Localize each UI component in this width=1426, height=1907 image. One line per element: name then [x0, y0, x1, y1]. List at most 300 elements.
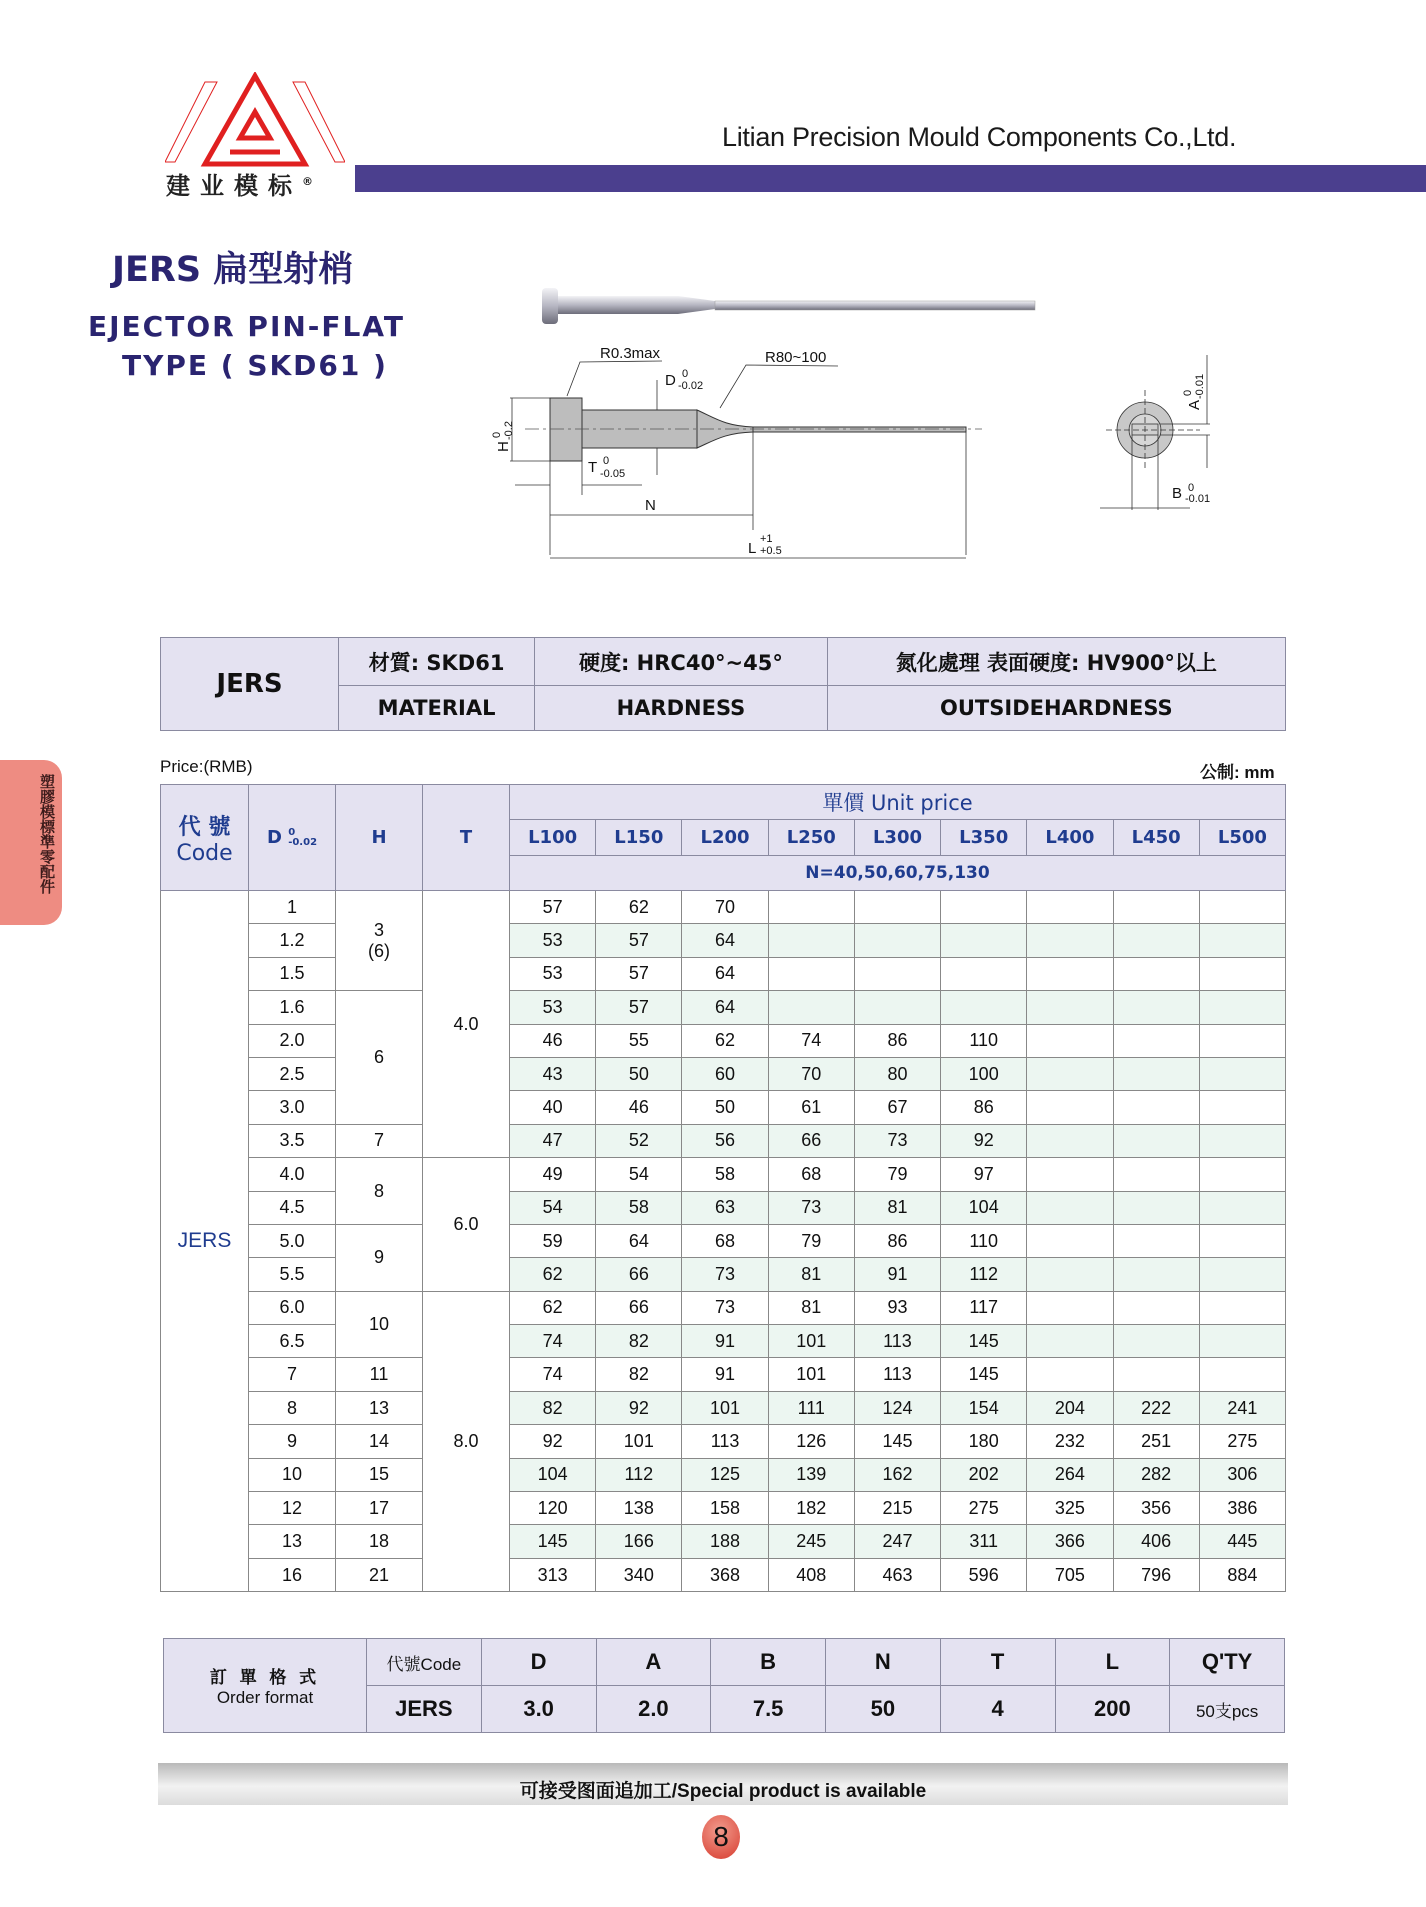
label-t-tol-lower: -0.05: [600, 468, 626, 480]
spec-outside-hardness-cn: 氮化處理 表面硬度: HV900°以上: [827, 638, 1285, 686]
cell-price-l250: 79: [768, 1224, 854, 1257]
cell-price-l350: 112: [941, 1258, 1027, 1291]
cell-price-l450: [1113, 1358, 1199, 1391]
cell-price-l150: 54: [596, 1158, 682, 1191]
cell-price-l450: 796: [1113, 1558, 1199, 1591]
cell-price-l500: 241: [1199, 1391, 1285, 1424]
cell-price-l350: 311: [941, 1525, 1027, 1558]
cell-price-l250: 101: [768, 1358, 854, 1391]
cell-d: 16: [249, 1558, 336, 1591]
cell-price-l350: 104: [941, 1191, 1027, 1224]
cell-price-l150: 62: [596, 891, 682, 924]
spec-material-en: MATERIAL: [339, 686, 535, 731]
cell-price-l300: [854, 891, 940, 924]
label-t-tol-upper: 0: [603, 455, 610, 467]
cell-price-l350: 117: [941, 1291, 1027, 1324]
cell-price-l100: 57: [510, 891, 596, 924]
label-b-tol-lower: -0.01: [1185, 493, 1211, 505]
table-row: [161, 1291, 1286, 1324]
table-row: [161, 1158, 1286, 1191]
cell-price-l250: 81: [768, 1291, 854, 1324]
cell-price-l150: 112: [596, 1458, 682, 1491]
spec-outside-hardness-en: OUTSIDEHARDNESS: [827, 686, 1285, 731]
cell-price-l200: 58: [682, 1158, 768, 1191]
pin-photo-body: [558, 296, 678, 314]
table-row: [161, 1224, 1286, 1257]
cell-price-l300: 86: [854, 1224, 940, 1257]
cell-price-l150: 101: [596, 1425, 682, 1458]
order-header-l: L: [1055, 1639, 1170, 1686]
cell-price-l200: 125: [682, 1458, 768, 1491]
cell-price-l300: 80: [854, 1057, 940, 1090]
label-b: B: [1172, 485, 1183, 502]
cell-price-l350: 180: [941, 1425, 1027, 1458]
row-code: JERS: [161, 891, 249, 1592]
cell-price-l400: [1027, 891, 1113, 924]
cell-price-l150: 82: [596, 1325, 682, 1358]
cell-price-l250: 74: [768, 1024, 854, 1057]
cell-price-l500: [1199, 1325, 1285, 1358]
table-row: [161, 1358, 1286, 1391]
cell-d: 10: [249, 1458, 336, 1491]
cell-price-l500: [1199, 924, 1285, 957]
cell-price-l300: 113: [854, 1358, 940, 1391]
cell-price-l400: [1027, 957, 1113, 990]
cell-price-l450: [1113, 1258, 1199, 1291]
cell-price-l450: 282: [1113, 1458, 1199, 1491]
cell-h-value: 7: [373, 1130, 384, 1151]
cell-price-l100: 46: [510, 1024, 596, 1057]
order-value-a: 2.0: [596, 1686, 711, 1733]
header-unit-price: 單價 Unit price: [510, 785, 1286, 820]
cell-d: 1.5: [249, 957, 336, 990]
cell-price-l400: [1027, 924, 1113, 957]
cell-price-l500: 275: [1199, 1425, 1285, 1458]
cell-price-l350: [941, 991, 1027, 1024]
cell-price-l450: 222: [1113, 1391, 1199, 1424]
cell-d: 3.5: [249, 1124, 336, 1157]
cell-h-value: 15: [368, 1464, 390, 1485]
cell-price-l150: 166: [596, 1525, 682, 1558]
cell-price-l150: 55: [596, 1024, 682, 1057]
header-length-l150: L150: [596, 820, 682, 856]
cell-h: [336, 1391, 423, 1424]
label-n: N: [645, 497, 656, 514]
cell-price-l300: [854, 924, 940, 957]
cell-price-l400: [1027, 991, 1113, 1024]
cell-price-l500: 884: [1199, 1558, 1285, 1591]
cell-price-l400: 204: [1027, 1391, 1113, 1424]
registered-mark: ®: [302, 175, 313, 188]
cell-price-l350: 92: [941, 1124, 1027, 1157]
product-title-en-line1: EJECTOR PIN-FLAT: [88, 310, 405, 343]
spec-material-cn: 材質: SKD61: [339, 638, 535, 686]
cell-price-l500: [1199, 1124, 1285, 1157]
cell-price-l400: 325: [1027, 1492, 1113, 1525]
cell-price-l500: [1199, 1091, 1285, 1124]
cell-price-l400: [1027, 1057, 1113, 1090]
cell-price-l400: [1027, 1191, 1113, 1224]
cell-price-l250: 70: [768, 1057, 854, 1090]
cell-price-l200: 188: [682, 1525, 768, 1558]
cell-d: 5.5: [249, 1258, 336, 1291]
cell-price-l250: 126: [768, 1425, 854, 1458]
table-row: [161, 1024, 1286, 1057]
cell-price-l450: [1113, 1024, 1199, 1057]
cell-price-l200: 158: [682, 1492, 768, 1525]
cell-price-l300: 81: [854, 1191, 940, 1224]
cell-price-l450: [1113, 1291, 1199, 1324]
cell-price-l350: 202: [941, 1458, 1027, 1491]
cell-price-l250: 139: [768, 1458, 854, 1491]
cell-h-value: 14: [368, 1430, 390, 1451]
cell-price-l150: 66: [596, 1258, 682, 1291]
header-length-l250: L250: [768, 820, 854, 856]
cell-price-l500: [1199, 1191, 1285, 1224]
cell-h-value: 11: [369, 1364, 389, 1385]
cell-price-l400: [1027, 1158, 1113, 1191]
cell-d: 4.5: [249, 1191, 336, 1224]
cell-price-l100: 92: [510, 1425, 596, 1458]
cell-price-l350: [941, 924, 1027, 957]
cell-price-l200: 113: [682, 1425, 768, 1458]
cell-price-l100: 59: [510, 1224, 596, 1257]
cell-price-l250: [768, 957, 854, 990]
cell-d: 2.5: [249, 1057, 336, 1090]
drawing-head: [550, 398, 582, 461]
cell-price-l300: 215: [854, 1492, 940, 1525]
cell-price-l300: 93: [854, 1291, 940, 1324]
cell-d: 12: [249, 1492, 336, 1525]
cell-d: 2.0: [249, 1024, 336, 1057]
cell-price-l250: 81: [768, 1258, 854, 1291]
cell-price-l400: [1027, 1124, 1113, 1157]
cell-price-l500: [1199, 891, 1285, 924]
cell-price-l200: 91: [682, 1325, 768, 1358]
cell-price-l250: 182: [768, 1492, 854, 1525]
cell-h: [336, 1558, 423, 1591]
cell-price-l200: 64: [682, 924, 768, 957]
cell-h: [336, 1525, 423, 1558]
header-h: H: [336, 785, 423, 891]
cell-price-l400: 366: [1027, 1525, 1113, 1558]
order-header-d: D: [481, 1639, 596, 1686]
header-length-l450: L450: [1113, 820, 1199, 856]
pin-photo-tip: [715, 301, 1035, 310]
table-row: [161, 1558, 1286, 1591]
cell-price-l350: 97: [941, 1158, 1027, 1191]
cell-price-l450: 251: [1113, 1425, 1199, 1458]
cell-h: [336, 1291, 423, 1358]
label-h-tol-lower: -0.2: [503, 421, 515, 440]
cell-d: 3.0: [249, 1091, 336, 1124]
order-header-qty: Q'TY: [1170, 1639, 1285, 1686]
label-a-tol-upper: 0: [1182, 389, 1194, 396]
cell-price-l500: [1199, 1291, 1285, 1324]
pin-photo: [540, 285, 1040, 327]
cell-price-l150: 52: [596, 1124, 682, 1157]
cell-h: [336, 991, 423, 1125]
table-row: [161, 891, 1286, 924]
cell-price-l500: 445: [1199, 1525, 1285, 1558]
cell-price-l100: 47: [510, 1124, 596, 1157]
cell-price-l150: 92: [596, 1391, 682, 1424]
cell-price-l400: [1027, 1325, 1113, 1358]
cell-price-l300: 124: [854, 1391, 940, 1424]
cell-price-l100: 43: [510, 1057, 596, 1090]
header-length-l400: L400: [1027, 820, 1113, 856]
cell-price-l100: 74: [510, 1358, 596, 1391]
cell-price-l200: 70: [682, 891, 768, 924]
cell-d: 6.0: [249, 1291, 336, 1324]
cell-price-l250: [768, 991, 854, 1024]
cell-price-l100: 40: [510, 1091, 596, 1124]
cell-price-l300: 247: [854, 1525, 940, 1558]
order-header-n: N: [826, 1639, 941, 1686]
cell-h-value: 8: [373, 1180, 384, 1201]
table-row: [161, 957, 1286, 990]
order-format-label-cn: 訂 單 格 式: [209, 1668, 321, 1687]
order-format-label-en: Order format: [216, 1688, 314, 1707]
cell-price-l250: 245: [768, 1525, 854, 1558]
cell-d: 8: [249, 1391, 336, 1424]
price-table: [160, 784, 1286, 1592]
cell-price-l100: 62: [510, 1291, 596, 1324]
cell-price-l200: 62: [682, 1024, 768, 1057]
cell-price-l200: 60: [682, 1057, 768, 1090]
cell-price-l450: 356: [1113, 1492, 1199, 1525]
header-length-l100: L100: [510, 820, 596, 856]
cell-price-l350: 110: [941, 1024, 1027, 1057]
cell-price-l400: [1027, 1024, 1113, 1057]
cell-price-l450: [1113, 1191, 1199, 1224]
cell-price-l500: [1199, 991, 1285, 1024]
cell-price-l500: 306: [1199, 1458, 1285, 1491]
cell-price-l400: [1027, 1358, 1113, 1391]
cell-price-l350: 275: [941, 1492, 1027, 1525]
cell-price-l400: [1027, 1291, 1113, 1324]
header-code-cn: 代 號: [178, 814, 231, 840]
header-length-l300: L300: [854, 820, 940, 856]
order-value-l: 200: [1055, 1686, 1170, 1733]
cell-price-l250: 68: [768, 1158, 854, 1191]
cell-price-l300: 162: [854, 1458, 940, 1491]
cell-h: [336, 1224, 423, 1291]
cell-h: [336, 1425, 423, 1458]
cell-price-l100: 62: [510, 1258, 596, 1291]
table-row: [161, 1425, 1286, 1458]
cell-price-l350: [941, 891, 1027, 924]
cell-price-l100: 74: [510, 1325, 596, 1358]
cell-h-value: 10: [368, 1314, 390, 1335]
order-value-t: 4: [940, 1686, 1055, 1733]
cell-price-l100: 53: [510, 924, 596, 957]
cell-price-l400: 705: [1027, 1558, 1113, 1591]
cell-d: 6.5: [249, 1325, 336, 1358]
label-l-tol-upper: +1: [760, 533, 773, 545]
header-t: T: [423, 785, 510, 891]
product-title-cn: JERS 扁型射梢: [112, 250, 354, 290]
cell-price-l150: 57: [596, 924, 682, 957]
header-d: [249, 785, 336, 891]
cell-h: [336, 1158, 423, 1225]
header-n-note: N=40,50,60,75,130: [510, 856, 1286, 891]
cell-price-l500: [1199, 1158, 1285, 1191]
cell-price-l200: 73: [682, 1258, 768, 1291]
cell-price-l150: 57: [596, 991, 682, 1024]
logo-a-icon: [205, 76, 305, 164]
cell-price-l300: 463: [854, 1558, 940, 1591]
label-d: D: [665, 372, 676, 389]
cell-price-l300: 86: [854, 1024, 940, 1057]
cell-price-l250: 408: [768, 1558, 854, 1591]
label-t: T: [588, 459, 598, 476]
price-currency-label: Price:(RMB): [160, 757, 253, 776]
cell-h-value: 13: [368, 1397, 390, 1418]
order-value-qty: 50支pcs: [1170, 1686, 1285, 1733]
spec-hardness-en: HARDNESS: [535, 686, 828, 731]
cell-t: 8.0: [423, 1291, 510, 1592]
cell-price-l100: 49: [510, 1158, 596, 1191]
cell-price-l500: [1199, 957, 1285, 990]
cell-price-l150: 66: [596, 1291, 682, 1324]
cell-price-l350: 110: [941, 1224, 1027, 1257]
drawing-tip: [753, 427, 966, 432]
cell-price-l200: 368: [682, 1558, 768, 1591]
cell-price-l400: 264: [1027, 1458, 1113, 1491]
cell-d: 13: [249, 1525, 336, 1558]
cell-h-alt-value: (6): [368, 940, 390, 961]
cell-price-l100: 54: [510, 1191, 596, 1224]
label-r-head: R0.3max: [600, 345, 661, 362]
cell-price-l350: 154: [941, 1391, 1027, 1424]
cell-price-l350: 145: [941, 1325, 1027, 1358]
cell-h-value: 21: [368, 1564, 390, 1585]
cell-h: [336, 891, 423, 991]
cell-price-l200: 64: [682, 991, 768, 1024]
cell-price-l100: 145: [510, 1525, 596, 1558]
cell-price-l350: 596: [941, 1558, 1027, 1591]
cell-price-l450: [1113, 1325, 1199, 1358]
cell-price-l300: 113: [854, 1325, 940, 1358]
cell-price-l100: 104: [510, 1458, 596, 1491]
cell-d: 9: [249, 1425, 336, 1458]
cell-price-l500: [1199, 1224, 1285, 1257]
brand-name-text: 建业模标: [166, 172, 302, 200]
technical-drawing: [470, 340, 1260, 580]
table-row: [161, 1091, 1286, 1124]
cell-price-l450: 406: [1113, 1525, 1199, 1558]
header-d-label: D: [266, 827, 282, 848]
cell-price-l450: [1113, 1124, 1199, 1157]
label-h-tol-upper: 0: [491, 431, 503, 438]
cell-price-l300: 67: [854, 1091, 940, 1124]
label-d-tol-upper: 0: [682, 368, 689, 380]
cell-h-value: 18: [368, 1531, 390, 1552]
table-row: [161, 1525, 1286, 1558]
order-value-d: 3.0: [481, 1686, 596, 1733]
table-row: [161, 1057, 1286, 1090]
header-d-tol: [288, 828, 317, 848]
page-number-badge: 8: [702, 1815, 740, 1859]
cell-price-l500: [1199, 1057, 1285, 1090]
cell-d: 5.0: [249, 1224, 336, 1257]
cell-t: 6.0: [423, 1158, 510, 1292]
order-format-table: [163, 1638, 1285, 1733]
cell-h: [336, 1124, 423, 1157]
pin-photo-head: [542, 288, 558, 324]
spec-hardness-cn: 硬度: HRC40°~45°: [535, 638, 828, 686]
spec-code: JERS: [161, 638, 339, 731]
label-a-tol-lower: -0.01: [1194, 373, 1206, 399]
cell-price-l300: 145: [854, 1425, 940, 1458]
cell-price-l450: [1113, 991, 1199, 1024]
cell-price-l350: 100: [941, 1057, 1027, 1090]
cell-price-l150: 82: [596, 1358, 682, 1391]
cell-price-l150: 46: [596, 1091, 682, 1124]
cell-price-l150: 58: [596, 1191, 682, 1224]
cell-price-l450: [1113, 1057, 1199, 1090]
cell-price-l100: 53: [510, 957, 596, 990]
cell-h: [336, 1358, 423, 1391]
cell-d: 4.0: [249, 1158, 336, 1191]
cell-price-l450: [1113, 1091, 1199, 1124]
cell-price-l200: 63: [682, 1191, 768, 1224]
cell-price-l250: [768, 924, 854, 957]
header-code: [161, 785, 249, 891]
cell-h-value: 9: [373, 1247, 384, 1268]
cell-price-l250: 101: [768, 1325, 854, 1358]
table-row: [161, 1191, 1286, 1224]
table-row: [161, 1492, 1286, 1525]
header-d-tol-lower: -0.02: [288, 837, 318, 848]
cell-price-l200: 56: [682, 1124, 768, 1157]
cell-price-l500: [1199, 1024, 1285, 1057]
cell-price-l150: 340: [596, 1558, 682, 1591]
cell-price-l350: 145: [941, 1358, 1027, 1391]
cell-price-l150: 138: [596, 1492, 682, 1525]
cell-h-value: 6: [373, 1046, 384, 1067]
cell-price-l200: 91: [682, 1358, 768, 1391]
cell-price-l150: 64: [596, 1224, 682, 1257]
order-format-label: [164, 1639, 367, 1733]
label-l-tol-lower: +0.5: [760, 545, 782, 557]
cell-h: [336, 1458, 423, 1491]
cell-price-l200: 68: [682, 1224, 768, 1257]
cell-h-value: 3: [373, 919, 384, 940]
cell-price-l200: 64: [682, 957, 768, 990]
cell-price-l400: 232: [1027, 1425, 1113, 1458]
header-length-l500: L500: [1199, 820, 1285, 856]
unit-label: 公制: mm: [1200, 763, 1275, 782]
header-d-tol-upper: 0: [288, 827, 296, 838]
order-header-code: 代號Code: [367, 1639, 482, 1686]
cell-price-l150: 50: [596, 1057, 682, 1090]
table-row: [161, 1258, 1286, 1291]
cell-d: 1.6: [249, 991, 336, 1024]
cell-d: 7: [249, 1358, 336, 1391]
cell-price-l400: [1027, 1091, 1113, 1124]
cell-h: [336, 1492, 423, 1525]
header-length-l350: L350: [941, 820, 1027, 856]
side-category-tab[interactable]: [0, 760, 62, 925]
cell-price-l250: 61: [768, 1091, 854, 1124]
cell-price-l450: [1113, 957, 1199, 990]
cell-price-l250: 111: [768, 1391, 854, 1424]
cell-price-l200: 50: [682, 1091, 768, 1124]
cell-price-l450: [1113, 924, 1199, 957]
header-length-l200: L200: [682, 820, 768, 856]
